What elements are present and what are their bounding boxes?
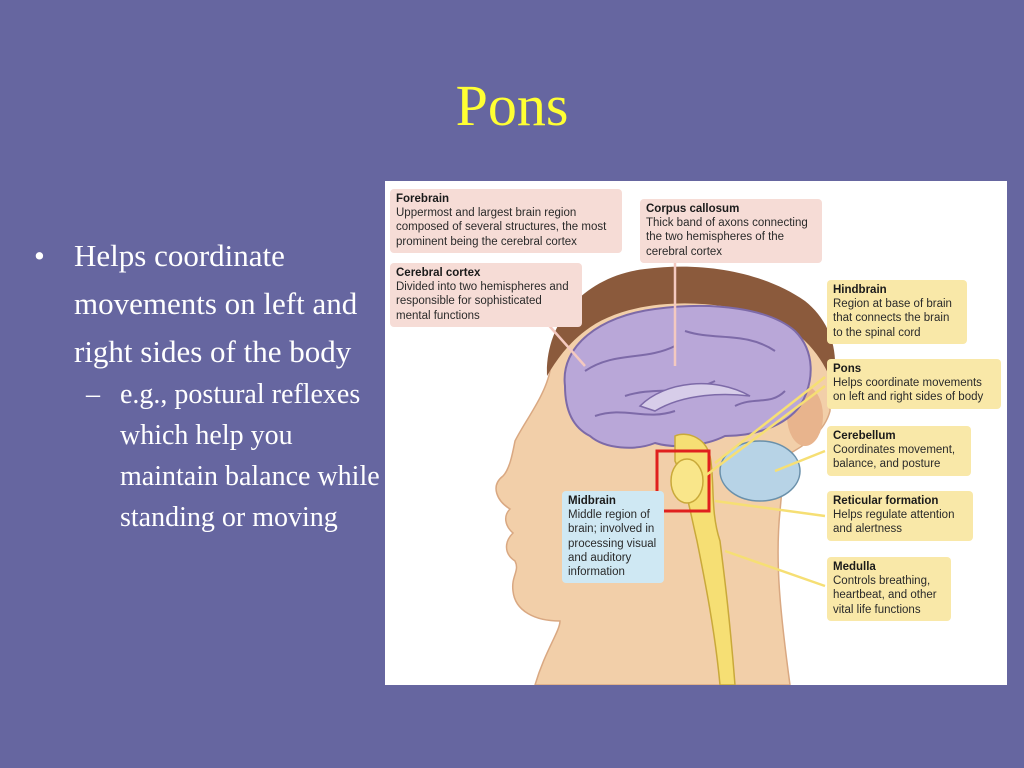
bullet-list: [34, 232, 379, 538]
slide-title: Pons: [455, 73, 569, 138]
label-cerebral-cortex: Cerebral cortex Divided into two hemispheres and responsible for sophisticated mental functions: [390, 263, 582, 327]
brain-diagram: [385, 181, 1007, 685]
label-reticular-formation: Reticular formation Helps regulate attention and alertness: [827, 491, 973, 541]
cerebrum: [565, 306, 811, 448]
sub-bullet-glyph: –: [86, 379, 100, 410]
label-cerebellum: Cerebellum Coordinates movement, balance, and posture: [827, 426, 971, 476]
sub-bullet-text: e.g., postural reflexes which help you maintain balance while standing or moving: [120, 379, 380, 533]
label-midbrain: Midbrain Middle region of brain; involved in processing visual and auditory information: [562, 491, 664, 583]
label-pons: Pons Helps coordinate movements on left and right sides of body: [827, 359, 1001, 409]
bullet-text: Helps coordinate movements on left and right sides of the body: [74, 238, 358, 369]
bullet-glyph: •: [34, 238, 45, 273]
label-corpus-callosum: Corpus callosum Thick band of axons connecting the two hemispheres of the cerebral cortex: [640, 199, 822, 263]
label-hindbrain: Hindbrain Region at base of brain that connects the brain to the spinal cord: [827, 280, 967, 344]
label-medulla: Medulla Controls breathing, heartbeat, and other vital life functions: [827, 557, 951, 621]
sub-bullet-item: [34, 374, 390, 538]
label-forebrain: Forebrain Uppermost and largest brain region composed of several structures, the most prominent being the cerebral cortex: [390, 189, 622, 253]
pons-structure: [671, 459, 703, 503]
bullet-item: [34, 232, 374, 376]
